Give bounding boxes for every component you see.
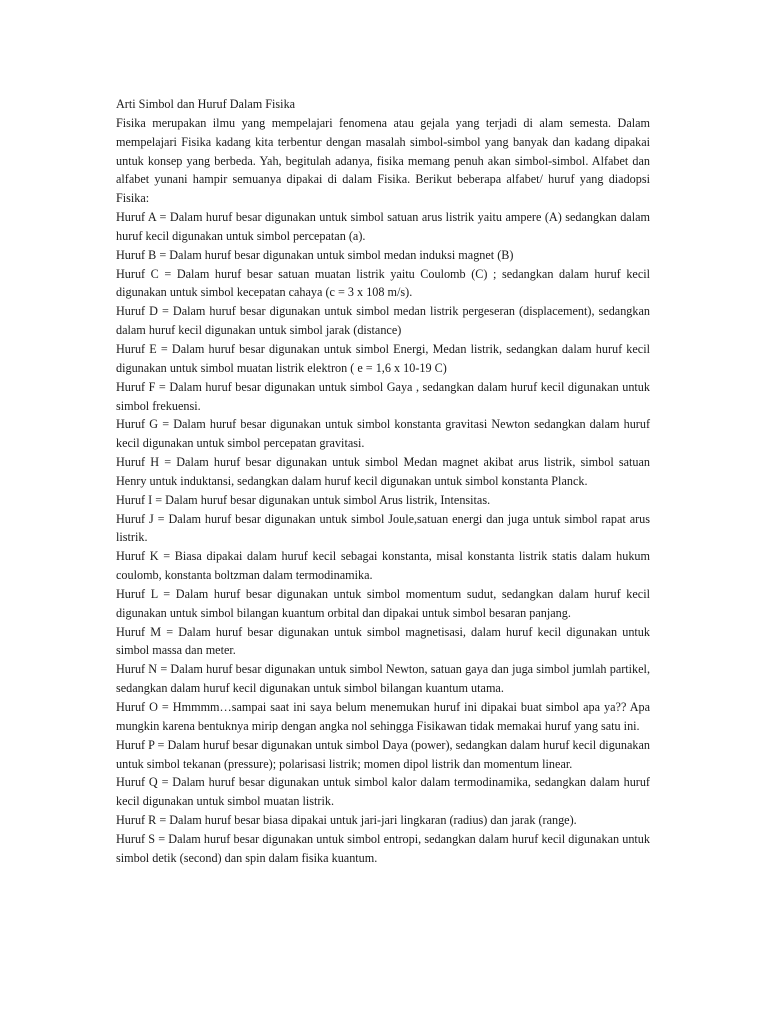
entry-huruf-s: Huruf S = Dalam huruf besar digunakan untuk simbol entropi, sedangkan dalam huruf kecil digunakan untuk simbol detik (second) dan spin dalam fisika kuantum. xyxy=(116,831,650,865)
intro-paragraph: Fisika merupakan ilmu yang mempelajari fenomena atau gejala yang terjadi di alam semesta. Dalam mempelajari Fisika kadang kita terbentur dengan masalah simbol-simbol yang banyak dan kadang dipakai untuk konsep yang berbeda. Yah, begitulah adanya, fisika memang penuh akan simbol-simbol. Alfabet dan alfabet yunani hampir semuanya dipakai di dalam Fisika. Berikut beberapa alfabet/ huruf yang diadopsi Fisika: xyxy=(116,115,650,206)
document-title: Arti Simbol dan Huruf Dalam Fisika xyxy=(116,97,296,111)
entry-huruf-l: Huruf L = Dalam huruf besar digunakan untuk simbol momentum sudut, sedangkan dalam huruf kecil digunakan untuk simbol bilangan kuantum orbital dan dipakai untuk simbol besaran panjang. xyxy=(116,586,650,620)
entry-huruf-b: Huruf B = Dalam huruf besar digunakan untuk simbol medan induksi magnet (B) xyxy=(116,247,514,262)
entry-huruf-r: Huruf R = Dalam huruf besar biasa dipakai untuk jari-jari lingkaran (radius) dan jarak (range). xyxy=(116,813,577,828)
entry-huruf-f: Huruf F = Dalam huruf besar digunakan untuk simbol Gaya , sedangkan dalam huruf kecil digunakan untuk simbol frekuensi. xyxy=(116,379,650,413)
entry-huruf-q: Huruf Q = Dalam huruf besar digunakan untuk simbol kalor dalam termodinamika, sedangkan dalam huruf kecil digunakan untuk simbol muatan listrik. xyxy=(116,775,650,809)
entry-huruf-d: Huruf D = Dalam huruf besar digunakan untuk simbol medan listrik pergeseran (displacement), sedangkan dalam huruf kecil digunakan untuk simbol jarak (distance) xyxy=(116,304,650,338)
entry-huruf-p: Huruf P = Dalam huruf besar digunakan untuk simbol Daya (power), sedangkan dalam huruf kecil digunakan untuk simbol tekanan (pressure); polarisasi listrik; momen dipol listrik dan momentum linear. xyxy=(116,737,650,771)
entry-huruf-n: Huruf N = Dalam huruf besar digunakan untuk simbol Newton, satuan gaya dan juga simbol jumlah partikel, sedangkan dalam huruf kecil digunakan untuk simbol bilangan kuantum utama. xyxy=(116,662,650,696)
entry-huruf-i: Huruf I = Dalam huruf besar digunakan untuk simbol Arus listrik, Intensitas. xyxy=(116,492,491,507)
entry-huruf-o: Huruf O = Hmmmm…sampai saat ini saya belum menemukan huruf ini dipakai buat simbol apa ya?? Apa mungkin karena bentuknya mirip dengan angka nol sehingga Fisikawan tidak memakai huruf yang satu ini. xyxy=(116,700,650,733)
entry-huruf-a: Huruf A = Dalam huruf besar digunakan untuk simbol satuan arus listrik yaitu ampere (A) sedangkan dalam huruf kecil digunakan untuk simbol percepatan (a). xyxy=(116,210,650,243)
entry-huruf-j: Huruf J = Dalam huruf besar digunakan untuk simbol Joule,satuan energi dan juga untuk simbol rapat arus listrik. xyxy=(116,511,650,545)
entry-huruf-e: Huruf E = Dalam huruf besar digunakan untuk simbol Energi, Medan listrik, sedangkan dalam huruf kecil digunakan untuk simbol muatan listrik elektron ( e = 1,6 x 10-19 C) xyxy=(116,341,650,375)
entry-huruf-c: Huruf C = Dalam huruf besar satuan muatan listrik yaitu Coulomb (C) ; sedangkan dalam huruf kecil digunakan untuk simbol kecepatan cahaya (c = 3 x 108 m/s). xyxy=(116,266,650,300)
entry-huruf-g: Huruf G = Dalam huruf besar digunakan untuk simbol konstanta gravitasi Newton sedangkan dalam huruf kecil digunakan untuk simbol percepatan gravitasi. xyxy=(116,417,650,451)
entry-huruf-h: Huruf H = Dalam huruf besar digunakan untuk simbol Medan magnet akibat arus listrik, simbol satuan Henry untuk induktansi, sedangkan dalam huruf kecil digunakan untuk simbol konstanta Planck. xyxy=(116,455,650,488)
entry-huruf-k: Huruf K = Biasa dipakai dalam huruf kecil sebagai konstanta, misal konstanta listrik statis dalam hukum coulomb, konstanta boltzman dalam termodinamika. xyxy=(116,549,650,583)
entry-huruf-m: Huruf M = Dalam huruf besar digunakan untuk simbol magnetisasi, dalam huruf kecil digunakan untuk simbol massa dan meter. xyxy=(116,624,650,658)
